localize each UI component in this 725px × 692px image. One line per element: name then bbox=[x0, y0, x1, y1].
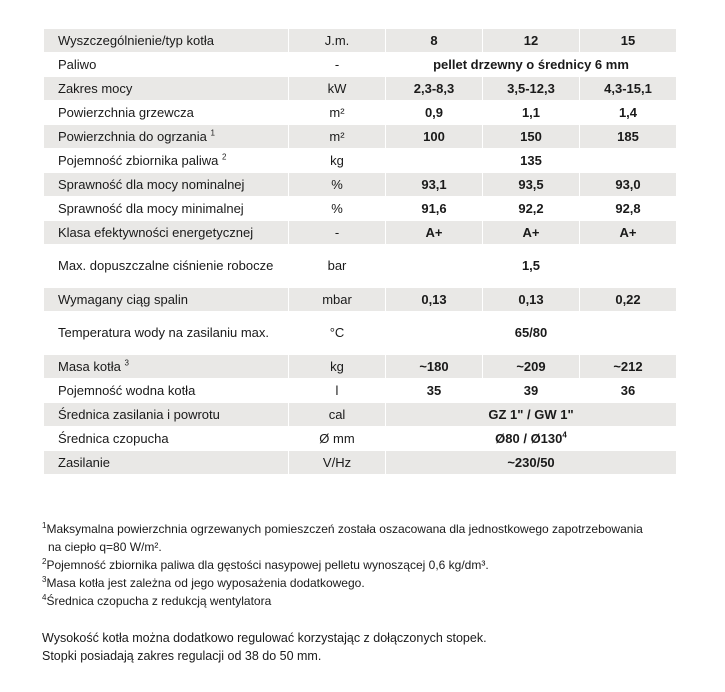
footnote-continuation: na ciepło q=80 W/m². bbox=[48, 540, 162, 554]
row-label-text: Powierzchnia do ogrzania bbox=[58, 128, 207, 144]
row-unit: kg bbox=[289, 149, 386, 173]
row-value-12: ~209 bbox=[483, 355, 580, 379]
row-label bbox=[44, 245, 289, 288]
table-row bbox=[44, 173, 677, 197]
row-unit: cal bbox=[289, 403, 386, 427]
row-label-text: Max. dopuszczalne ciśnienie robocze bbox=[58, 258, 274, 273]
row-unit: °C bbox=[289, 312, 386, 355]
row-unit: kg bbox=[289, 355, 386, 379]
row-value-12: A+ bbox=[483, 221, 580, 245]
row-label bbox=[44, 451, 289, 475]
merged-value-text: GZ 1" / GW 1" bbox=[488, 406, 574, 422]
footnote-number: 3 bbox=[42, 575, 47, 584]
merged-value-text: 65/80 bbox=[514, 325, 548, 340]
row-label-text: Zakres mocy bbox=[58, 80, 133, 96]
row-label-text: Masa kotła bbox=[58, 358, 121, 374]
footnote-number: 1 bbox=[42, 521, 47, 530]
row-label bbox=[44, 427, 289, 451]
row-merged-value bbox=[386, 312, 677, 355]
footnote-text: Pojemność zbiornika paliwa dla gęstości nasypowej pelletu wynoszącej 0,6 kg/dm³. bbox=[46, 558, 489, 572]
footnote bbox=[42, 592, 702, 610]
row-label-text: Sprawność dla mocy minimalnej bbox=[58, 200, 244, 216]
row-value-8: ~180 bbox=[386, 355, 483, 379]
row-value-15: 185 bbox=[580, 125, 677, 149]
row-label-text: Sprawność dla mocy nominalnej bbox=[58, 176, 245, 192]
row-value-15: 36 bbox=[580, 379, 677, 403]
table-row bbox=[44, 197, 677, 221]
row-label-text: Paliwo bbox=[58, 56, 97, 72]
table-header-row bbox=[44, 29, 677, 53]
row-value-8: 100 bbox=[386, 125, 483, 149]
table-row bbox=[44, 245, 677, 288]
row-label-text: Zasilanie bbox=[58, 454, 111, 470]
footnote-text: Średnica czopucha z redukcją wentylatora bbox=[46, 594, 272, 608]
row-value-8: A+ bbox=[386, 221, 483, 245]
header-unit: J.m. bbox=[289, 29, 386, 53]
spec-table bbox=[43, 28, 677, 475]
row-label bbox=[44, 173, 289, 197]
row-unit: - bbox=[289, 221, 386, 245]
header-model-8: 8 bbox=[386, 29, 483, 53]
row-label bbox=[44, 149, 289, 173]
table-row bbox=[44, 101, 677, 125]
row-merged-value bbox=[386, 427, 677, 451]
row-value-12: 92,2 bbox=[483, 197, 580, 221]
table-row bbox=[44, 125, 677, 149]
note-line-1: Wysokość kotła można dodatkowo regulować korzystając z dołączonych stopek. bbox=[42, 631, 487, 645]
row-label bbox=[44, 312, 289, 355]
table-row bbox=[44, 403, 677, 427]
spec-table-body bbox=[44, 29, 677, 475]
row-merged-value bbox=[386, 403, 677, 427]
row-unit: % bbox=[289, 197, 386, 221]
merged-value-text: pellet drzewny o średnicy 6 mm bbox=[433, 56, 629, 72]
row-unit: V/Hz bbox=[289, 451, 386, 475]
row-unit: - bbox=[289, 53, 386, 77]
table-row bbox=[44, 355, 677, 379]
row-value-15: 0,22 bbox=[580, 288, 677, 312]
footnotes bbox=[42, 520, 702, 610]
row-label-text: Średnica zasilania i powrotu bbox=[58, 406, 220, 422]
table-row bbox=[44, 53, 677, 77]
row-value-12: 0,13 bbox=[483, 288, 580, 312]
row-label bbox=[44, 197, 289, 221]
merged-value-text: Ø80 / Ø130 bbox=[495, 430, 563, 446]
table-row bbox=[44, 451, 677, 475]
row-label bbox=[44, 77, 289, 101]
row-value-8: 35 bbox=[386, 379, 483, 403]
row-value-8: 2,3-8,3 bbox=[386, 77, 483, 101]
row-label bbox=[44, 355, 289, 379]
merged-value-text: 135 bbox=[520, 152, 542, 168]
table-row bbox=[44, 427, 677, 451]
table-row bbox=[44, 312, 677, 355]
table-row bbox=[44, 77, 677, 101]
header-label: Wyszczególnienie/typ kotła bbox=[44, 29, 289, 53]
note-line-2: Stopki posiadają zakres regulacji od 38 do 50 mm. bbox=[42, 649, 322, 663]
table-row bbox=[44, 221, 677, 245]
row-label bbox=[44, 101, 289, 125]
footnote-ref: 1 bbox=[210, 128, 215, 138]
row-label bbox=[44, 221, 289, 245]
row-label-text: Pojemność zbiornika paliwa bbox=[58, 152, 219, 168]
row-value-8: 91,6 bbox=[386, 197, 483, 221]
row-value-15: 1,4 bbox=[580, 101, 677, 125]
row-label-text: Klasa efektywności energetycznej bbox=[58, 224, 254, 240]
table-row bbox=[44, 379, 677, 403]
footnote-ref: 2 bbox=[222, 152, 227, 162]
row-label bbox=[44, 288, 289, 312]
row-value-12: 3,5-12,3 bbox=[483, 77, 580, 101]
footnote bbox=[42, 574, 702, 592]
row-merged-value bbox=[386, 53, 677, 77]
row-value-15: 92,8 bbox=[580, 197, 677, 221]
row-unit: m² bbox=[289, 101, 386, 125]
row-value-8: 0,9 bbox=[386, 101, 483, 125]
row-unit: mbar bbox=[289, 288, 386, 312]
row-unit: l bbox=[289, 379, 386, 403]
row-label-text: Temperatura wody na zasilaniu max. bbox=[58, 325, 269, 340]
row-value-8: 0,13 bbox=[386, 288, 483, 312]
footnote-text: Maksymalna powierzchnia ogrzewanych pomieszczeń została oszacowana dla jednostkowego zapotrzebowania bbox=[46, 522, 643, 536]
row-merged-value bbox=[386, 451, 677, 475]
row-value-15: ~212 bbox=[580, 355, 677, 379]
row-label-text: Powierzchnia grzewcza bbox=[58, 104, 194, 120]
row-value-12: 150 bbox=[483, 125, 580, 149]
footnote-number: 4 bbox=[42, 593, 47, 602]
footnote-number: 2 bbox=[42, 557, 47, 566]
row-merged-value bbox=[386, 149, 677, 173]
row-label bbox=[44, 379, 289, 403]
row-label-text: Pojemność wodna kotła bbox=[58, 382, 196, 398]
row-merged-value bbox=[386, 245, 677, 288]
row-value-12: 93,5 bbox=[483, 173, 580, 197]
row-label-text: Średnica czopucha bbox=[58, 430, 169, 446]
row-unit: bar bbox=[289, 245, 386, 288]
header-model-12: 12 bbox=[483, 29, 580, 53]
row-label bbox=[44, 53, 289, 77]
table-row bbox=[44, 149, 677, 173]
row-unit: Ø mm bbox=[289, 427, 386, 451]
row-label bbox=[44, 125, 289, 149]
merged-value-text: ~230/50 bbox=[507, 454, 555, 470]
row-value-15: 4,3-15,1 bbox=[580, 77, 677, 101]
adjustment-note bbox=[42, 629, 702, 665]
header-model-15: 15 bbox=[580, 29, 677, 53]
row-unit: m² bbox=[289, 125, 386, 149]
row-value-15: 93,0 bbox=[580, 173, 677, 197]
row-label bbox=[44, 403, 289, 427]
merged-value-text: 1,5 bbox=[521, 258, 541, 273]
footnote-ref: 4 bbox=[562, 430, 567, 440]
footnote bbox=[42, 556, 702, 574]
table-row bbox=[44, 288, 677, 312]
footnote-ref: 3 bbox=[124, 358, 129, 368]
row-value-12: 39 bbox=[483, 379, 580, 403]
footnote bbox=[42, 520, 702, 538]
row-value-15: A+ bbox=[580, 221, 677, 245]
row-label-text: Wymagany ciąg spalin bbox=[58, 291, 188, 307]
footnote-text: Masa kotła jest zależna od jego wyposażenia dodatkowego. bbox=[46, 576, 365, 590]
row-value-8: 93,1 bbox=[386, 173, 483, 197]
row-unit: % bbox=[289, 173, 386, 197]
row-unit: kW bbox=[289, 77, 386, 101]
row-value-12: 1,1 bbox=[483, 101, 580, 125]
